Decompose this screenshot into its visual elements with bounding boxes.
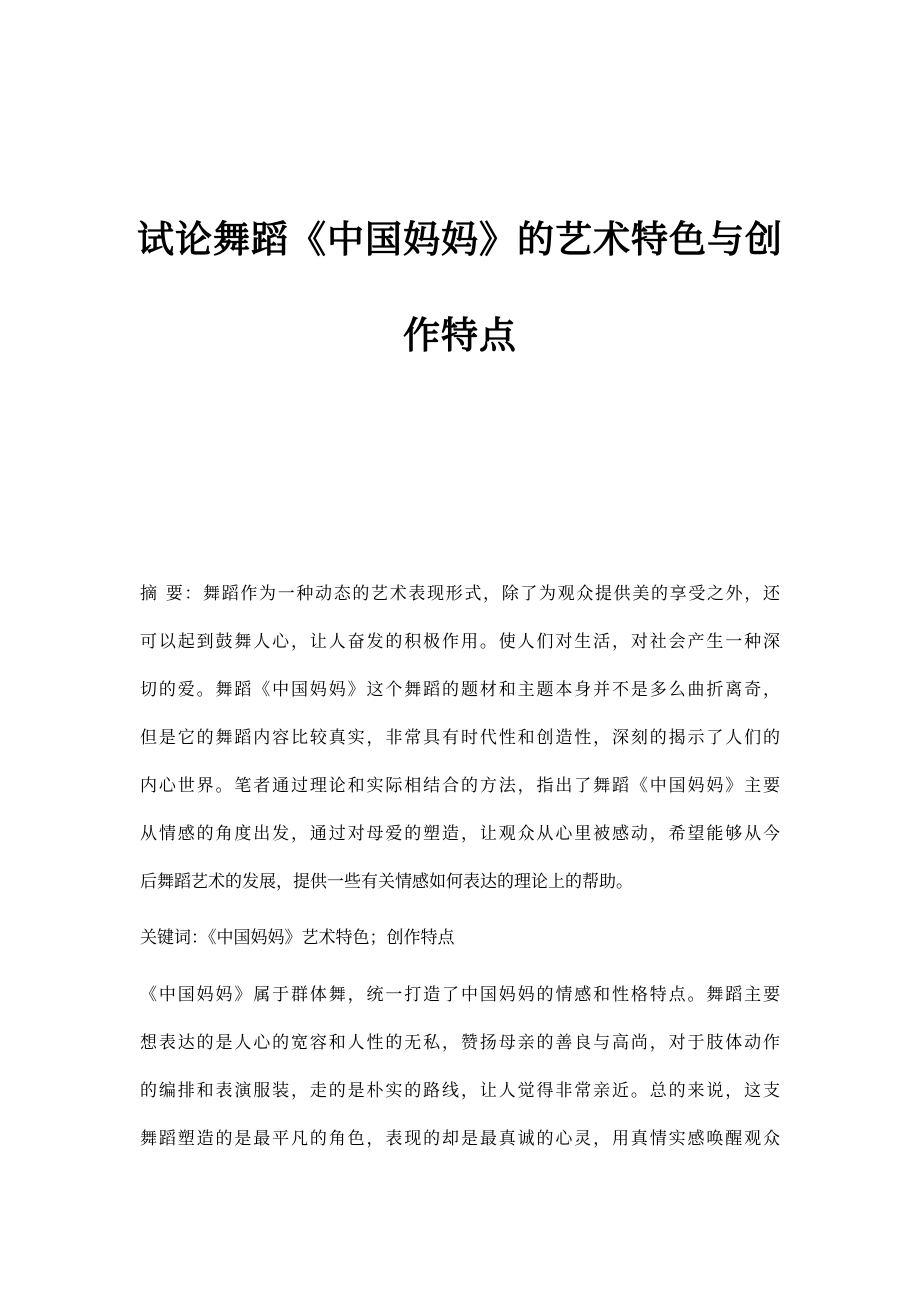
document-title-line-1: 试论舞蹈《中国妈妈》的艺术特色与创 <box>137 218 783 261</box>
keywords-line: 关键词：《中国妈妈》艺术特色；创作特点 <box>140 928 455 948</box>
abstract-line: 可以起到鼓舞人心，让人奋发的积极作用。使人们对生活，对社会产生一种深 <box>140 632 780 652</box>
body-paragraph-line: 舞蹈塑造的是最平凡的角色，表现的却是最真诚的心灵，用真情实感唤醒观众 <box>140 1129 780 1149</box>
abstract-line: 但是它的舞蹈内容比较真实，非常具有时代性和创造性，深刻的揭示了人们的 <box>140 728 780 748</box>
body-paragraph-line: 《中国妈妈》属于群体舞，统一打造了中国妈妈的情感和性格特点。舞蹈主要 <box>140 985 780 1005</box>
body-paragraph-line: 想表达的是人心的宽容和人性的无私，赞扬母亲的善良与高尚，对于肢体动作 <box>140 1033 780 1053</box>
abstract-line: 内心世界。笔者通过理论和实际相结合的方法，指出了舞蹈《中国妈妈》主要 <box>140 776 780 796</box>
body-paragraph-line: 的编排和表演服装，走的是朴实的路线，让人觉得非常亲近。总的来说，这支 <box>140 1081 780 1101</box>
document-title-line-2: 作特点 <box>403 314 517 357</box>
abstract-line: 摘 要：舞蹈作为一种动态的艺术表现形式，除了为观众提供美的享受之外，还 <box>140 584 780 604</box>
abstract-line: 切的爱。舞蹈《中国妈妈》这个舞蹈的题材和主题本身并不是多么曲折离奇， <box>140 680 780 700</box>
abstract-line: 从情感的角度出发，通过对母爱的塑造，让观众从心里被感动，希望能够从今 <box>140 824 780 844</box>
abstract-line: 后舞蹈艺术的发展，提供一些有关情感如何表达的理论上的帮助。 <box>140 872 633 892</box>
